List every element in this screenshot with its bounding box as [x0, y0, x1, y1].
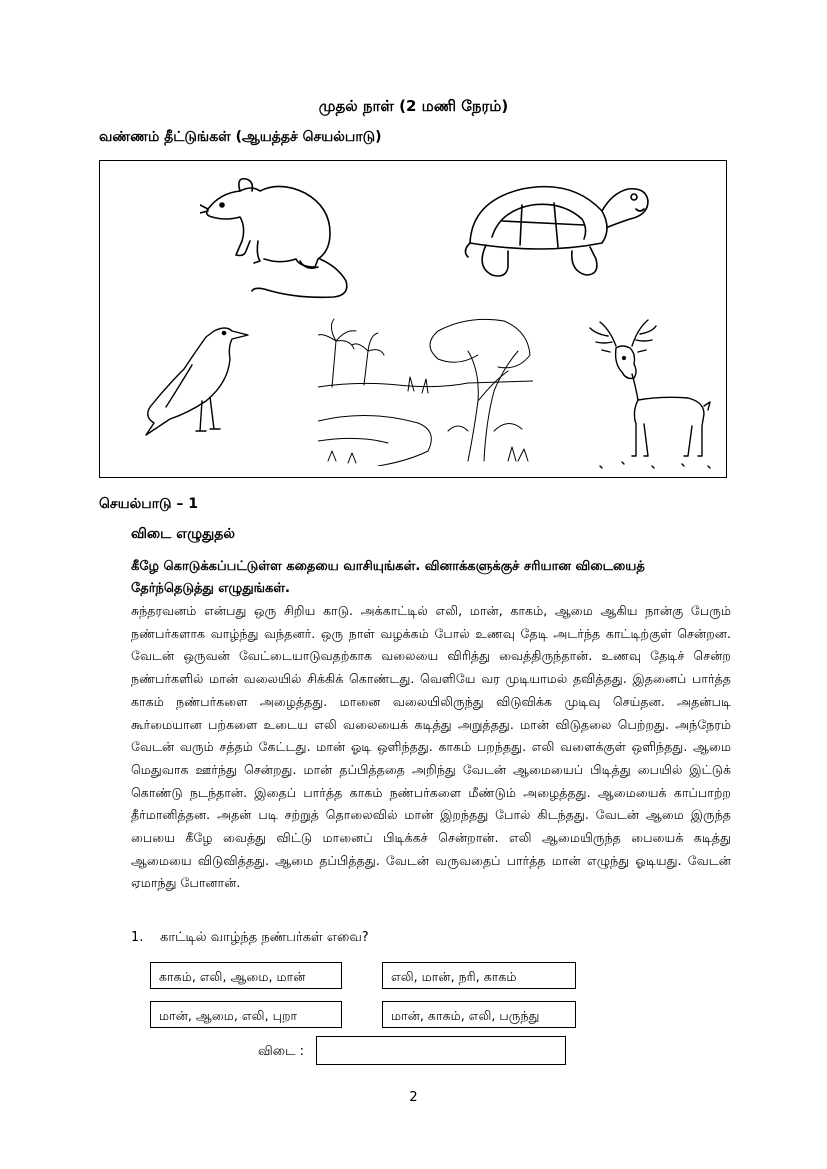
answer-option-3[interactable]: மான், ஆமை, எலி, புறா [150, 1001, 342, 1028]
rat-drawing [200, 171, 360, 301]
coloring-picture-frame [99, 160, 727, 478]
question-number: 1. [131, 930, 144, 945]
turtle-drawing [462, 171, 652, 289]
deer-drawing [582, 316, 722, 476]
story-paragraph: சுந்தரவனம் என்பது ஒரு சிறிய காடு. அக்காட்டில் எலி, மான், காகம், ஆமை ஆகிய நான்கு பேரும் நண்பர்களாக வாழ்ந்து வந்தனர். ஒரு நாள் வழக்கம் போல் உணவு தேடி அடர்ந்த காட்டிற்குள் சென்றன. வேடன் ஒருவன் வேட்டையாடுவதற்காக வலையை விரித்து வைத்திருந்தான். உணவு தேடிச் சென்ற நண்பர்களில் மான் வலையில் சிக்கிக் கொண்டது. வெளியே வர முடியாமல் தவித்தது. இதனைப் பார்த்த காகம் நண்பர்களை அழைத்தது. மானை வலையிலிருந்து விடுவிக்க முடிவு செய்தன. அதன்படி கூர்மையான பற்களை உடைய எலி வலையைக் கடித்து அறுத்தது. மான் விடுதலை பெற்றது. அந்நேரம் வேடன் வரும் சத்தம் கேட்டது. மான் ஓடி ஒளிந்தது. காகம் பறந்தது. எலி வளைக்குள் ஒளிந்தது. ஆமை மெதுவாக ஊர்ந்து சென்றது. மான் தப்பித்ததை அறிந்து வேடன் ஆமையைப் பிடித்து பையில் இட்டுக் கொண்டு நடந்தான். இதைப் பார்த்த காகம் நண்பர்களை மீண்டும் அழைத்தது. ஆமையைக் காப்பாற்ற தீர்மானித்தன. அதன் படி சற்றுத் தொலைவில் மான் இறந்தது போல் கிடந்தது. வேடன் ஆமை இருந்த பையை கீழே வைத்து விட்டு மானைப் பிடிக்கச் சென்றான். எலி ஆமையிருந்த பையைக் கடித்து ஆமையை விடுவித்தது. ஆமை தப்பித்தது. வேடன் வருவதைப் பார்த்த மான் எழுந்து ஓடியது. வேடன் ஏமாந்து போனான். [131, 603, 731, 891]
section-heading: விடை எழுதுதல் [131, 526, 235, 542]
page-title: முதல் நாள் (2 மணி நேரம்) [318, 97, 509, 115]
forest-scene-drawing [318, 311, 533, 466]
page-number: 2 [409, 1090, 418, 1105]
answer-option-2[interactable]: எலி, மான், நரி, காகம் [382, 962, 576, 989]
coloring-activity-heading: வண்ணம் தீட்டுங்கள் (ஆயத்தச் செயல்பாடு) [99, 129, 382, 145]
crow-drawing [136, 321, 256, 441]
answer-option-1[interactable]: காகம், எலி, ஆமை, மான் [150, 962, 342, 989]
answer-field[interactable] [316, 1036, 566, 1065]
instruction-text: கீழே கொடுக்கப்பட்டுள்ள கதையை வாசியுங்கள். வினாக்களுக்குச் சரியான விடையைத் தேர்ந்தெடுத்து எழுதுங்கள். [131, 559, 645, 596]
answer-option-4[interactable]: மான், காகம், எலி, பருந்து [382, 1001, 576, 1028]
question-text: காட்டில் வாழ்ந்த நண்பர்கள் எவை? [160, 930, 369, 945]
activity-title: செயல்பாடு – 1 [99, 496, 198, 512]
answer-label: விடை : [258, 1044, 304, 1059]
